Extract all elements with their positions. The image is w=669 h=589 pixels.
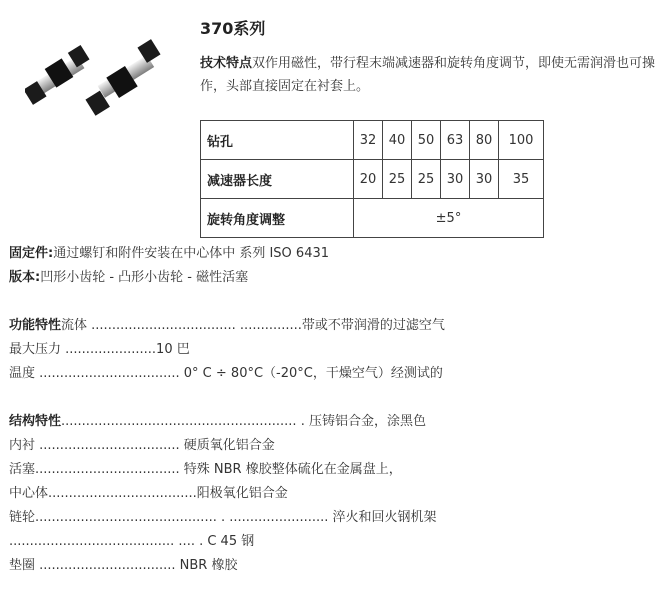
spec-value: ................................... 特殊 NBR 橡胶整体硫化在金属盘上，: [35, 462, 402, 477]
function-line-pressure: [9, 338, 190, 357]
structure-line-piston: [9, 458, 402, 477]
spec-value: ............................................ . ........................ 淬火和回火钢机架: [35, 510, 437, 525]
structure-line-liner: [9, 434, 275, 453]
row-label-bore: 钻孔: [201, 121, 354, 160]
table-cell: 63: [441, 121, 470, 160]
structure-line-sprocket: [9, 506, 437, 525]
spec-label: 内衬: [9, 438, 36, 453]
spec-label: 最大压力: [9, 342, 62, 357]
spec-label: 垫圈: [9, 558, 36, 573]
fixing-text: 通过螺钉和附件安装在中心体中 系列 ISO 6431: [53, 246, 330, 261]
structure-line-gasket: [9, 554, 237, 573]
table-cell: 35: [499, 160, 544, 199]
table-cell: 80: [470, 121, 499, 160]
structure-line-center: [9, 482, 288, 501]
table-row-bore: [201, 121, 544, 160]
spec-label: 活塞: [9, 462, 36, 477]
table-cell: ±5°: [354, 199, 544, 238]
spec-value: ....................................阳极氧化铝合金: [48, 486, 288, 501]
function-line-temperature: [9, 362, 443, 381]
row-label-cushion: 减速器长度: [201, 160, 354, 199]
spec-label: 中心体: [9, 486, 49, 501]
product-description: [200, 52, 660, 98]
fixing-label: 固定件:: [9, 246, 54, 261]
spec-value: ......................10 巴: [61, 342, 190, 357]
spec-value: ................................... ...............带或不带润滑的过滤空气: [87, 318, 445, 333]
version-label: 版本:: [9, 270, 41, 285]
table-cell: 25: [412, 160, 441, 199]
table-cell: 25: [383, 160, 412, 199]
cylinder-right: [85, 39, 160, 116]
spec-value: ........................................ .... . C 45 钢: [9, 534, 255, 549]
structure-line-steel: [9, 530, 254, 549]
table-cell: 100: [499, 121, 544, 160]
version-line: [9, 266, 248, 285]
spec-value: ......................................................... . 压铸铝合金，涂黑色: [61, 414, 426, 429]
function-line-fluid: [9, 314, 445, 333]
feature-text: 双作用磁性，带行程末端减速器和旋转角度调节，即使无需润滑也可操作，头部直接固定在衬套上。: [200, 56, 656, 94]
cylinder-left: [25, 45, 90, 105]
spec-value: .................................. 0° C ÷ 80°C（-20°C，干燥空气）经测试的: [35, 366, 443, 381]
table-cell: 40: [383, 121, 412, 160]
spec-label: 温度: [9, 366, 36, 381]
row-label-rotation: 旋转角度调整: [201, 199, 354, 238]
table-cell: 50: [412, 121, 441, 160]
spec-label: 流体: [61, 318, 88, 333]
table-cell: 30: [470, 160, 499, 199]
structure-heading: 结构特性: [9, 414, 62, 429]
table-row-rotation: [201, 199, 544, 238]
version-text: 凹形小齿轮 - 凸形小齿轮 - 磁性活塞: [40, 270, 249, 285]
fixing-line: [9, 242, 329, 261]
spec-label: 链轮: [9, 510, 36, 525]
spec-value: ................................. NBR 橡胶: [35, 558, 238, 573]
spec-table: [200, 120, 544, 238]
table-row-cushion: [201, 160, 544, 199]
function-heading: 功能特性: [9, 318, 62, 333]
table-cell: 30: [441, 160, 470, 199]
product-title: 370系列: [200, 19, 266, 38]
table-cell: 20: [354, 160, 383, 199]
table-cell: 32: [354, 121, 383, 160]
spec-value: .................................. 硬质氧化铝合金: [35, 438, 275, 453]
cylinder-product-image: [25, 32, 165, 127]
structure-line-body: [9, 410, 426, 429]
feature-label: 技术特点: [200, 56, 253, 71]
